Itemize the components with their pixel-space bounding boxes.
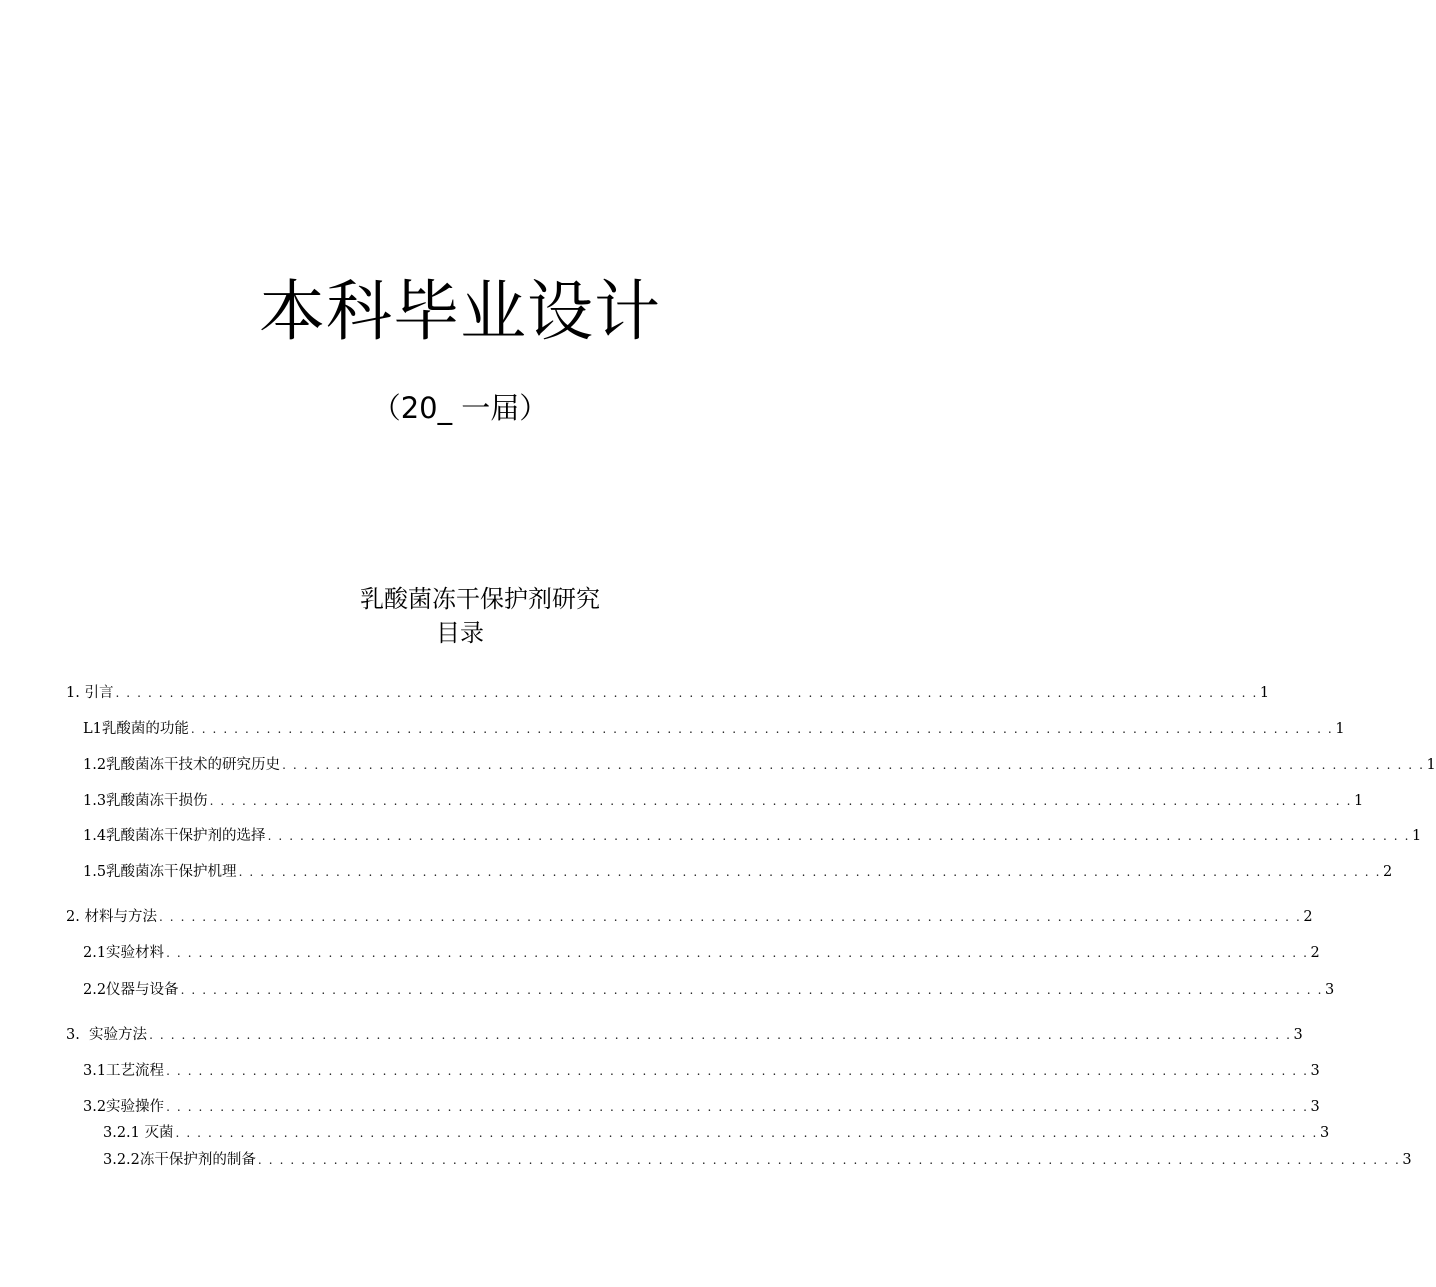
toc-entry-title: 1.5乳酸菌冻干保护机理 <box>83 864 237 880</box>
toc-entry-title: L1乳酸菌的功能 <box>83 721 189 737</box>
toc-dot-leader: . . . . . . . . . . . . . . . . . . . . . . . . . . . . . . . . . . . . . . . . . . . . . . . . . . . . . . . . . . . . . . . . . . . . . . . . . . . . . . . . . . . . . . . . . . . . . . . . . . . . . . . . . . <box>166 1064 1309 1078</box>
toc-page-number: 1 <box>1335 721 1345 737</box>
toc-dot-leader: . . . . . . . . . . . . . . . . . . . . . . . . . . . . . . . . . . . . . . . . . . . . . . . . . . . . . . . . . . . . . . . . . . . . . . . . . . . . . . . . . . . . . . . . . . . . . . . . . . . . . . . . . . <box>267 829 1411 843</box>
toc-page-number: 2 <box>1310 945 1320 961</box>
toc-entry-1-5[interactable] <box>83 862 1393 882</box>
toc-entry-title: 3.2.2冻干保护剂的制备 <box>103 1152 256 1168</box>
toc-dot-leader: . . . . . . . . . . . . . . . . . . . . . . . . . . . . . . . . . . . . . . . . . . . . . . . . . . . . . . . . . . . . . . . . . . . . . . . . . . . . . . . . . . . . . . . . . . . . . . . . . . . . . . . . . . <box>209 794 1353 808</box>
toc-entry-experimental-methods[interactable] <box>66 1025 1303 1045</box>
toc-dot-leader: . . . . . . . . . . . . . . . . . . . . . . . . . . . . . . . . . . . . . . . . . . . . . . . . . . . . . . . . . . . . . . . . . . . . . . . . . . . . . . . . . . . . . . . . . . . . . . . . . . . . . . . . . . <box>238 865 1382 879</box>
toc-entry-1-4[interactable] <box>83 826 1422 846</box>
toc-entry-materials-methods[interactable] <box>66 907 1313 927</box>
toc-entry-title: 1. 引言 <box>66 685 114 701</box>
toc-entry-1-2[interactable] <box>83 755 1436 775</box>
toc-dot-leader: . . . . . . . . . . . . . . . . . . . . . . . . . . . . . . . . . . . . . . . . . . . . . . . . . . . . . . . . . . . . . . . . . . . . . . . . . . . . . . . . . . . . . . . . . . . . . . . . . . . . . . . . . . <box>257 1153 1401 1167</box>
toc-entry-title: 2.1实验材料 <box>83 945 165 961</box>
toc-dot-leader: . . . . . . . . . . . . . . . . . . . . . . . . . . . . . . . . . . . . . . . . . . . . . . . . . . . . . . . . . . . . . . . . . . . . . . . . . . . . . . . . . . . . . . . . . . . . . . . . . . . . . . . . . . <box>166 946 1309 960</box>
toc-page-number: 2 <box>1303 909 1313 925</box>
toc-entry-3-2-2[interactable] <box>103 1150 1412 1170</box>
toc-dot-leader: . . . . . . . . . . . . . . . . . . . . . . . . . . . . . . . . . . . . . . . . . . . . . . . . . . . . . . . . . . . . . . . . . . . . . . . . . . . . . . . . . . . . . . . . . . . . . . . . . . . . . . . . . . <box>115 686 1258 700</box>
toc-entry-title: 1.4乳酸菌冻干保护剂的选择 <box>83 828 266 844</box>
toc-page-number: 1 <box>1412 828 1422 844</box>
toc-entry-title: 3.2实验操作 <box>83 1099 165 1115</box>
toc-dot-leader: . . . . . . . . . . . . . . . . . . . . . . . . . . . . . . . . . . . . . . . . . . . . . . . . . . . . . . . . . . . . . . . . . . . . . . . . . . . . . . . . . . . . . . . . . . . . . . . . . . . . . . . . . . <box>149 1028 1292 1042</box>
toc-page-number: 3 <box>1402 1152 1412 1168</box>
graduation-year: （20_ 一届） <box>371 391 549 425</box>
toc-dot-leader: . . . . . . . . . . . . . . . . . . . . . . . . . . . . . . . . . . . . . . . . . . . . . . . . . . . . . . . . . . . . . . . . . . . . . . . . . . . . . . . . . . . . . . . . . . . . . . . . . . . . . . . . . . <box>180 983 1324 997</box>
toc-entry-2-2[interactable] <box>83 980 1335 1000</box>
toc-page-number: 3 <box>1293 1027 1303 1043</box>
toc-page-number: 3 <box>1319 1125 1330 1141</box>
toc-page-number: 1 <box>1426 757 1436 773</box>
toc-entry-title: 3. 实验方法 <box>66 1027 148 1043</box>
toc-dot-leader: . . . . . . . . . . . . . . . . . . . . . . . . . . . . . . . . . . . . . . . . . . . . . . . . . . . . . . . . . . . . . . . . . . . . . . . . . . . . . . . . . . . . . . . . . . . . . . . . . . . . . . . . . . <box>166 1100 1309 1114</box>
toc-entry-title: 3.2.1 灭菌 <box>103 1125 174 1141</box>
toc-entry-1-3[interactable] <box>83 791 1364 811</box>
toc-entry-introduction[interactable] <box>66 683 1270 703</box>
toc-heading: 目录 <box>436 619 484 647</box>
toc-entry-1-1[interactable] <box>83 719 1345 739</box>
toc-entry-2-1[interactable] <box>83 943 1320 963</box>
toc-page-number: 3 <box>1310 1099 1320 1115</box>
toc-entry-3-1[interactable] <box>83 1061 1320 1081</box>
toc-entry-title: 1.2乳酸菌冻干技术的研究历史 <box>83 757 281 773</box>
toc-page-number: 3 <box>1325 982 1335 998</box>
toc-page-number: 1 <box>1259 685 1270 701</box>
toc-entry-3-2[interactable] <box>83 1097 1320 1117</box>
toc-dot-leader: . . . . . . . . . . . . . . . . . . . . . . . . . . . . . . . . . . . . . . . . . . . . . . . . . . . . . . . . . . . . . . . . . . . . . . . . . . . . . . . . . . . . . . . . . . . . . . . . . . . . . . . . . . <box>175 1126 1318 1140</box>
toc-entry-title: 2.2仪器与设备 <box>83 982 179 998</box>
toc-page-number: 1 <box>1354 793 1364 809</box>
toc-entry-title: 3.1工艺流程 <box>83 1063 165 1079</box>
toc-page-number: 2 <box>1383 864 1393 880</box>
toc-dot-leader: . . . . . . . . . . . . . . . . . . . . . . . . . . . . . . . . . . . . . . . . . . . . . . . . . . . . . . . . . . . . . . . . . . . . . . . . . . . . . . . . . . . . . . . . . . . . . . . . . . . . . . . . . . <box>158 910 1302 924</box>
thesis-title: 乳酸菌冻干保护剂研究 <box>360 585 600 613</box>
toc-dot-leader: . . . . . . . . . . . . . . . . . . . . . . . . . . . . . . . . . . . . . . . . . . . . . . . . . . . . . . . . . . . . . . . . . . . . . . . . . . . . . . . . . . . . . . . . . . . . . . . . . . . . . . . . . . <box>282 758 1425 772</box>
toc-entry-3-2-1[interactable] <box>103 1123 1330 1143</box>
cover-title: 本科毕业设计 <box>259 273 661 350</box>
toc-entry-title: 2. 材料与方法 <box>66 909 157 925</box>
toc-dot-leader: . . . . . . . . . . . . . . . . . . . . . . . . . . . . . . . . . . . . . . . . . . . . . . . . . . . . . . . . . . . . . . . . . . . . . . . . . . . . . . . . . . . . . . . . . . . . . . . . . . . . . . . . . . <box>190 722 1334 736</box>
toc-page-number: 3 <box>1310 1063 1320 1079</box>
toc-entry-title: 1.3乳酸菌冻干损伤 <box>83 793 208 809</box>
